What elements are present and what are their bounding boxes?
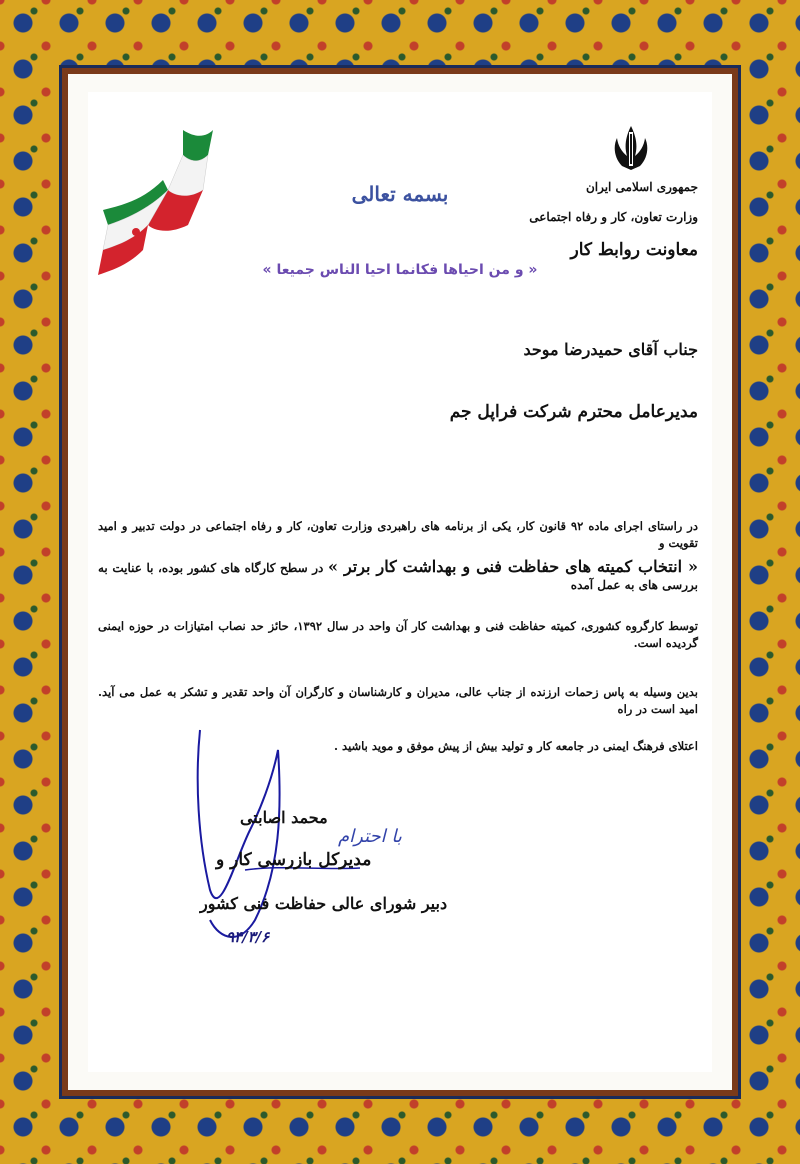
- signer-title-2: دبیر شورای عالی حفاظت فنی کشور: [200, 894, 448, 913]
- header-country: جمهوری اسلامی ایران: [585, 180, 698, 194]
- iran-emblem-icon: [608, 122, 654, 174]
- addressee-name: جناب آقای حمیدرضا موحد: [523, 340, 698, 359]
- handwritten-note: با احترام: [338, 826, 402, 847]
- signer-title-1: مدیرکل بازرسی کار و: [216, 850, 372, 870]
- signer-name: محمد اصابتی: [240, 808, 328, 827]
- award-title: « انتخاب کمیته های حفاظت فنی و بهداشت کار برتر »: [327, 557, 699, 576]
- body-line-rest: در سطح کارگاه های کشور بوده، با عنایت به بررسی های به عمل آمده: [98, 561, 698, 592]
- signature-date: ۹۴/۳/۶: [226, 928, 270, 946]
- quran-verse: « و من احیاها فکانما احیا الناس جمیعا »: [262, 262, 538, 278]
- addressee-title: مدیرعامل محترم شرکت فراپل جم: [449, 402, 698, 422]
- body-line: توسط کارگروه کشوری، کمیته حفاظت فنی و بهداشت کار آن واحد در سال ۱۳۹۲، حائز حد نصاب امتیازات در حوزه ایمنی گردیده است.: [98, 619, 698, 650]
- body-line: اعتلای فرهنگ ایمنی در جامعه کار و تولید بیش از پیش موفق و موید باشید .: [334, 739, 698, 753]
- body-line: [98, 558, 698, 594]
- body-line: بدین وسیله به پاس زحمات ارزنده از جناب عالی، مدیران و کارشناسان و کارگران آن واحد تقدیر و تشکر به عمل می آید. امید است در راه: [98, 685, 698, 716]
- body-line: در راستای اجرای ماده ۹۲ قانون کار، یکی از برنامه های راهبردی وزارت تعاون، کار و رفاه اجتماعی در دولت تدبیر و امید تقویت و: [98, 519, 698, 550]
- iran-flag-icon: [88, 110, 228, 280]
- header-department: معاونت روابط کار: [570, 240, 698, 260]
- header-ministry: وزارت تعاون، کار و رفاه اجتماعی: [529, 210, 698, 224]
- bismillah: بسمه تعالی: [351, 182, 449, 206]
